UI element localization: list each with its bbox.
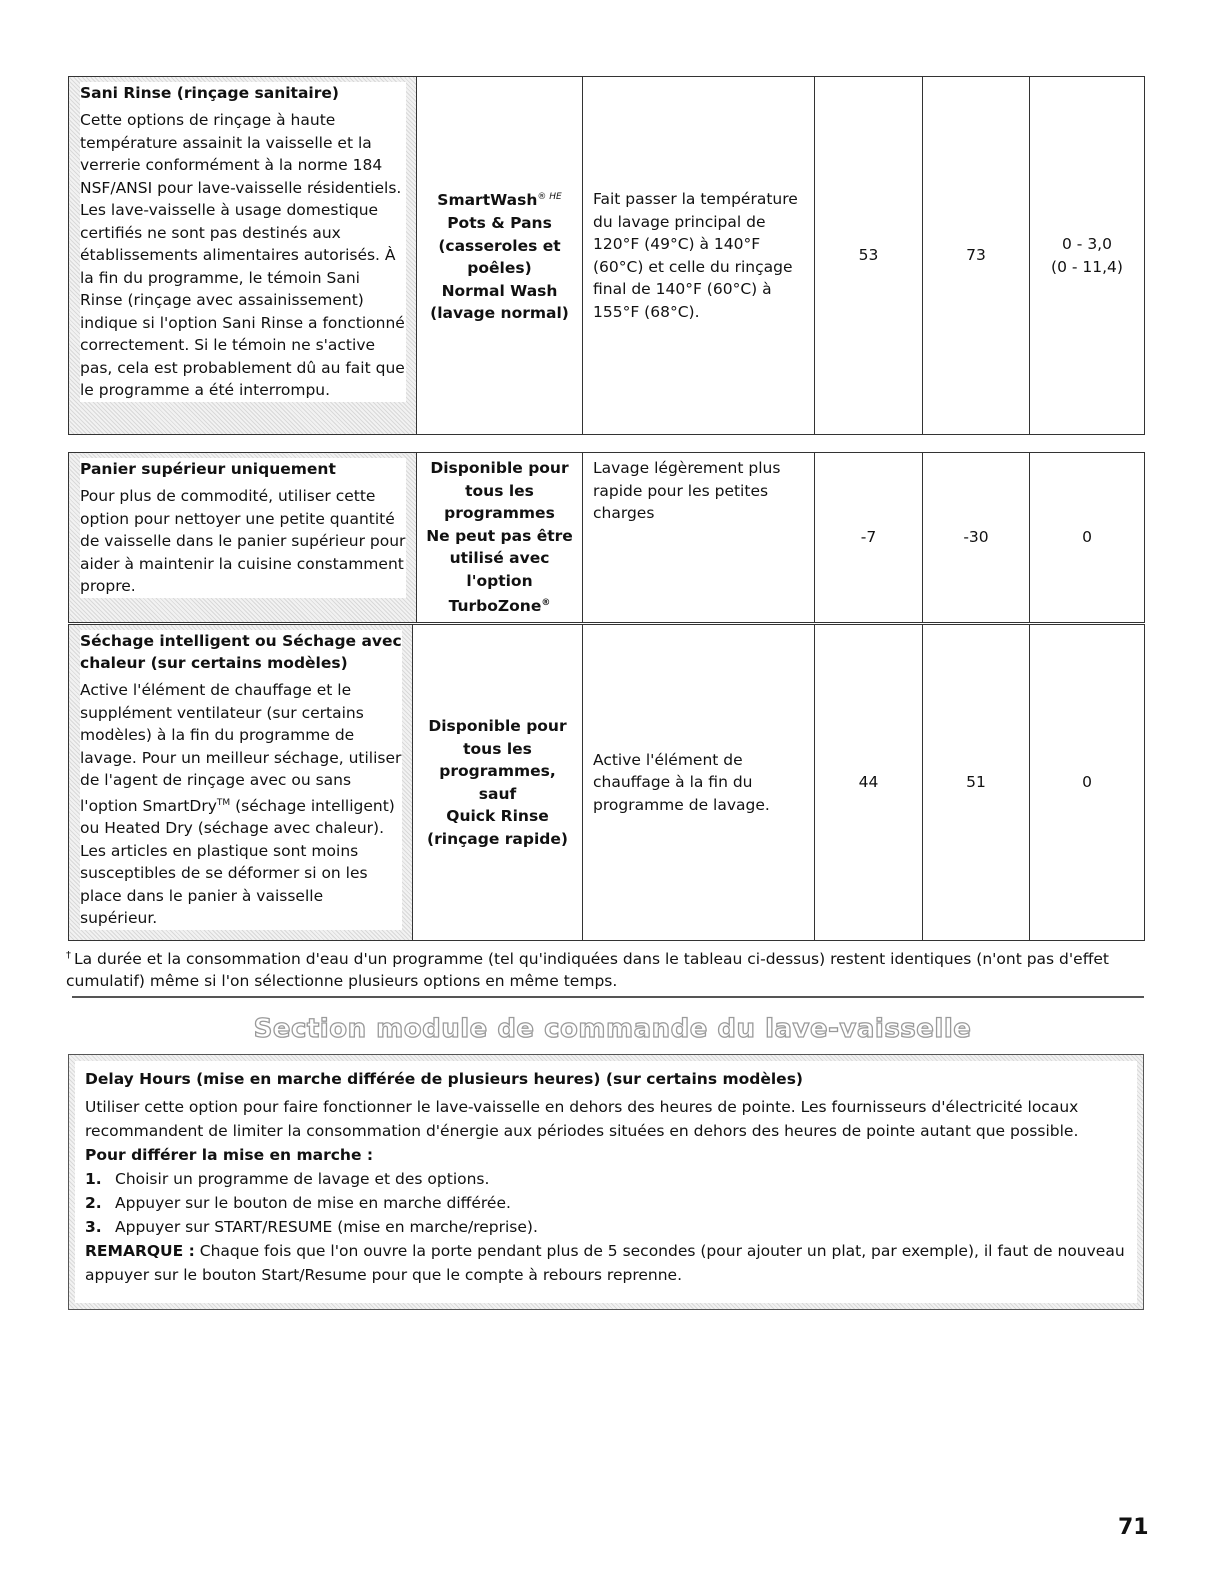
option-time-value: 44 — [815, 625, 923, 941]
delay-note — [85, 1239, 1127, 1287]
option-title: Séchage intelligent ou Séchage avec chaleur (sur certains modèles) — [80, 632, 402, 672]
option-description-cell — [69, 77, 417, 435]
list-item — [85, 1167, 1127, 1191]
water-gallons: 0 - 3,0 — [1062, 235, 1112, 253]
option-time-value-2: 73 — [923, 77, 1030, 435]
program-line: programmes, sauf — [439, 762, 556, 803]
option-row-sani-rinse — [68, 76, 1145, 435]
program-line: Disponible pour — [428, 717, 567, 735]
table-footnote — [66, 948, 1146, 992]
option-description: Pour plus de commodité, utiliser cette option pour nettoyer une petite quantité de vaisselle dans le panier supérieur pour aider à maintenir la cuisine constamment propre. — [80, 487, 406, 595]
option-programs — [417, 453, 583, 623]
program-line: Ne peut pas être — [426, 526, 573, 545]
delay-hours-box — [68, 1054, 1144, 1310]
section-divider — [72, 996, 1144, 998]
step-text: Appuyer sur START/RESUME (mise en marche/reprise). — [115, 1218, 538, 1236]
program-line: programmes — [444, 504, 555, 522]
option-row-upper-rack — [68, 452, 1145, 623]
program-line: Pots & Pans — [447, 214, 552, 233]
program-line: poêles) — [467, 259, 532, 278]
option-description-text: Active l'élément de chauffage et le supplément ventilateur (sur certains modèles) à la fin du programme de lavage. Pour un meilleur séchage, utiliser de l'agent de rinçage avec ou sans l'option SmartDry — [80, 681, 402, 815]
option-description: Cette options de rinçage à haute température assainit la vaisselle et la verrerie conformément à la norme 184 NSF/ANSI pour lave-vaisselle résidentiels. Les lave-vaisselle à usage domestique certifiés ne sont pas destinés aux établissements alimentaires autorisés. À la fin du programme, le témoin Sani Rinse (rinçage avec assainissement) indique si l'option Sani Rinse a fonctionné correctement. Si le témoin ne s'active pas, cela est probablement dû au fait que le programme a été interrompu. — [80, 111, 405, 399]
program-line: (lavage normal) — [430, 304, 569, 323]
option-programs — [417, 77, 583, 435]
step-number: 1. — [85, 1170, 102, 1188]
program-line: utilisé avec — [449, 549, 550, 567]
option-time-value-2: 51 — [923, 625, 1030, 941]
program-line: TurboZone — [448, 597, 542, 616]
list-item — [85, 1215, 1127, 1239]
step-number: 2. — [85, 1194, 102, 1212]
option-effect: Active l'élément de chauffage à la fin du programme de lavage. — [583, 625, 815, 941]
footnote-text: La durée et la consommation d'eau d'un programme (tel qu'indiquées dans le tableau ci-dessus) restent identiques (n'ont pas d'effet cumulatif) même si l'on sélectionne plusieurs options en même temps. — [66, 950, 1109, 990]
program-line: l'option — [466, 571, 533, 590]
option-description-cell — [69, 625, 413, 941]
delay-title: Delay Hours (mise en marche différée de plusieurs heures) (sur certains modèles) — [85, 1070, 804, 1088]
registered-mark: ® — [541, 598, 551, 608]
delay-intro: Utiliser cette option pour faire fonctionner le lave-vaisselle en dehors des heures de pointe. Les fournisseurs d'électricité locaux recommandent de limiter la consommation d'énergie aux périodes situées en dehors des heures de pointe autant que possible. — [85, 1098, 1079, 1140]
option-description-text: (séchage intelligent) ou Heated Dry (séchage avec chaleur). Les articles en plastique sont moins susceptibles de se déformer si on les place dans le panier à vaisselle supérieur. — [80, 796, 395, 928]
program-line: (rinçage rapide) — [427, 829, 568, 848]
option-effect: Fait passer la température du lavage principal de 120°F (49°C) à 140°F (60°C) et celle du rinçage final de 140°F (60°C) à 155°F (68°C). — [583, 77, 815, 435]
option-time-value: 53 — [815, 77, 923, 435]
program-line: Disponible pour — [430, 459, 569, 477]
water-liters: (0 - 11,4) — [1051, 257, 1123, 276]
program-line: tous les — [465, 481, 534, 500]
trademark-mark: TM — [216, 797, 231, 808]
note-text: Chaque fois que l'on ouvre la porte pendant plus de 5 secondes (pour ajouter un plat, par exemple), il faut de nouveau appuyer sur le bouton Start/Resume pour que le compte à rebours reprenne. — [85, 1242, 1125, 1284]
option-time-value-2: -30 — [923, 453, 1030, 623]
option-description-cell — [69, 453, 417, 623]
page-number: 71 — [1118, 1515, 1149, 1540]
option-water-value: 0 — [1030, 453, 1145, 623]
note-label: REMARQUE : — [85, 1242, 195, 1260]
section-title: Section module de commande du lave-vaisselle — [253, 1014, 972, 1044]
option-title: Sani Rinse (rinçage sanitaire) — [80, 84, 339, 102]
program-name: SmartWash — [437, 191, 538, 210]
program-line: Quick Rinse — [446, 807, 549, 825]
list-item — [85, 1191, 1127, 1215]
option-programs — [413, 625, 583, 941]
program-superscript: ® HE — [537, 192, 562, 203]
option-time-value: -7 — [815, 453, 923, 623]
option-row-dry — [68, 624, 1145, 941]
step-number: 3. — [85, 1218, 102, 1236]
step-text: Choisir un programme de lavage et des options. — [115, 1170, 490, 1188]
footnote-mark: † — [66, 950, 71, 961]
program-line: Normal Wash — [441, 281, 558, 300]
option-title: Panier supérieur uniquement — [80, 460, 336, 478]
option-water-value: 0 — [1030, 625, 1145, 941]
delay-subtitle: Pour différer la mise en marche : — [85, 1146, 374, 1164]
program-line: (casseroles et — [438, 236, 561, 255]
step-text: Appuyer sur le bouton de mise en marche différée. — [115, 1194, 511, 1212]
option-effect: Lavage légèrement plus rapide pour les petites charges — [583, 453, 815, 623]
program-line: tous les — [463, 739, 532, 758]
option-water-value — [1030, 77, 1145, 435]
option-description — [80, 679, 402, 930]
